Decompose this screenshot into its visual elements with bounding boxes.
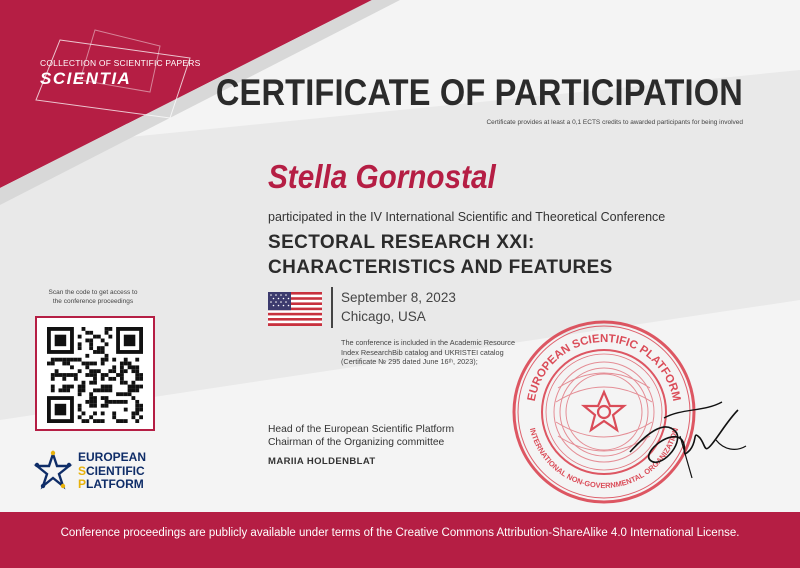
- signatory-role-line: Head of the European Scientific Platform: [268, 424, 455, 435]
- participant-name: Stella Gornostal: [268, 158, 496, 195]
- qr-caption-line: the conference proceedings: [52, 297, 134, 305]
- logo-word: LATFORM: [86, 477, 144, 491]
- us-flag-icon: [268, 292, 322, 326]
- signatory-role: [268, 424, 454, 449]
- catalog-line: (Certificate № 295 dated June 16ᵗʰ, 2023);: [341, 357, 478, 366]
- brand-name: SCIENTIA: [40, 69, 132, 88]
- qr-caption-line: Scan the code to get access to: [48, 289, 138, 296]
- brand-subtitle: COLLECTION OF SCIENTIFIC PAPERS: [40, 58, 201, 68]
- conference-title: [268, 230, 613, 280]
- conference-title-line1: SECTORAL RESEARCH XXI:: [268, 232, 535, 253]
- signatory-role-line: Chairman of the Organizing committee: [268, 436, 445, 448]
- qr-caption: [33, 289, 153, 306]
- event-details: [341, 288, 456, 326]
- stamp-bottom-text: INTERNATIONAL NON-GOVERNMENTAL ORGANIZATION: [527, 426, 681, 491]
- scientia-logo: [40, 58, 200, 89]
- logo-word: CIENTIFIC: [86, 463, 145, 478]
- logo-initial: S: [78, 463, 87, 478]
- logo-line: [78, 478, 146, 492]
- qr-code-frame[interactable]: [35, 316, 155, 431]
- certificate-title: CERTIFICATE OF PARTICIPATION: [215, 72, 743, 113]
- footer-bar: [0, 512, 800, 568]
- logo-line: EUROPEAN: [78, 450, 147, 464]
- european-scientific-platform-logo-icon: [33, 450, 73, 494]
- event-location: Chicago, USA: [341, 309, 426, 324]
- date-divider: [331, 287, 333, 328]
- logo-line: [78, 465, 146, 479]
- logo-initial: P: [78, 477, 87, 491]
- conference-title-line2: CHARACTERISTICS AND FEATURES: [268, 257, 613, 278]
- event-date: September 8, 2023: [341, 290, 456, 305]
- catalog-note: [341, 338, 515, 367]
- license-note: Conference proceedings are publicly available under terms of the Creative Commons Attribution-ShareAlike 4.0 International License.: [60, 527, 740, 539]
- handwritten-signature: [620, 390, 750, 490]
- participation-text: participated in the IV International Scientific and Theoretical Conference: [268, 210, 666, 224]
- stamp-top-text: EUROPEAN SCIENTIFIC PLATFORM: [525, 332, 683, 403]
- signatory-name: MARIIA HOLDENBLAT: [268, 456, 376, 467]
- european-scientific-platform-logo-text: [78, 451, 146, 492]
- qr-code[interactable]: [47, 327, 143, 423]
- catalog-line: The conference is included in the Academic Resource: [341, 338, 516, 347]
- catalog-line: Index ResearchBib catalog and UKRISTEI catalog: [341, 347, 504, 357]
- ects-note: Certificate provides at least a 0,1 ECTS credits to awarded participants for being involved: [486, 119, 743, 126]
